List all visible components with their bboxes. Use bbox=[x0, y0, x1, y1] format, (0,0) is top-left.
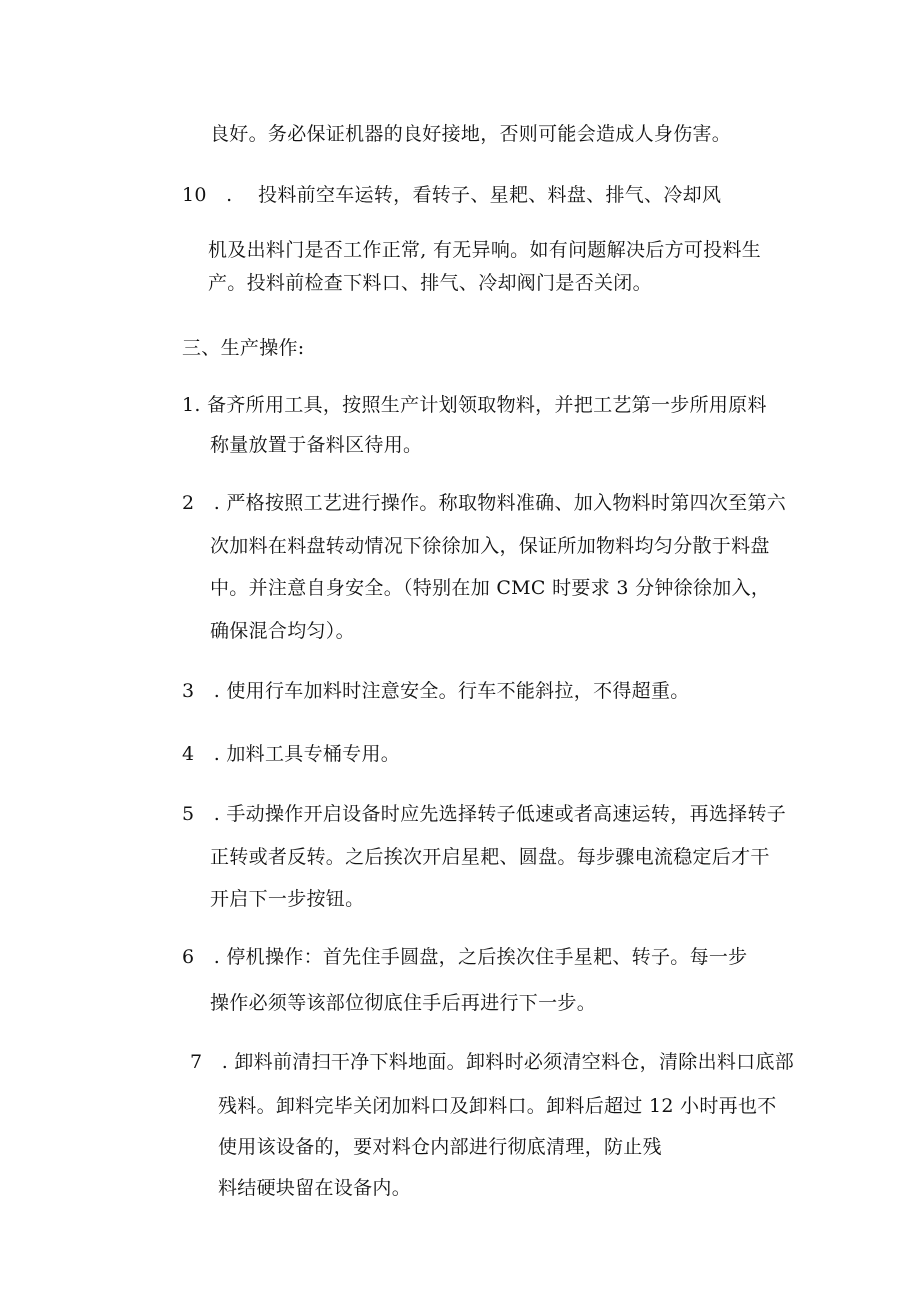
text-line: 确保混合均匀）。 bbox=[210, 620, 355, 642]
text-line: 7 . 卸料前清扫干净下料地面。卸料时必须清空料仓，清除出料口底部 bbox=[190, 1051, 795, 1073]
text-line: 称量放置于备料区待用。 bbox=[210, 434, 423, 456]
text-line: 产。投料前检查下料口、排气、冷却阀门是否关闭。 bbox=[208, 272, 652, 294]
text-line: 2 . 严格按照工艺进行操作。称取物料准确、加入物料时第四次至第六 bbox=[182, 492, 787, 514]
text-line: 4 . 加料工具专桶专用。 bbox=[182, 743, 401, 765]
text-line: 使用该设备的，要对料仓内部进行彻底清理，防止残 bbox=[218, 1136, 662, 1158]
text-line: 机及出料门是否工作正常, 有无异响。如有问题解决后方可投料生 bbox=[208, 239, 762, 261]
text-line: 残料。卸料完毕关闭加料口及卸料口。卸料后超过 12 小时再也不 bbox=[218, 1095, 777, 1117]
text-line: 良好。务必保证机器的良好接地，否则可能会造成人身伤害。 bbox=[210, 123, 732, 145]
text-line: 3 . 使用行车加料时注意安全。行车不能斜拉，不得超重。 bbox=[182, 680, 690, 702]
text-line: 1. 备齐所用工具，按照生产计划领取物料，并把工艺第一步所用原料 bbox=[182, 394, 767, 416]
section-heading: 三、生产操作: bbox=[182, 337, 305, 359]
text-line: 5 . 手动操作开启设备时应先选择转子低速或者高速运转，再选择转子 bbox=[182, 803, 787, 825]
text-line: 开启下一步按钮。 bbox=[210, 888, 365, 910]
text-line: 10 . 投料前空车运转，看转子、星耙、料盘、排气、冷却风 bbox=[182, 184, 722, 206]
text-line: 料结硬块留在设备内。 bbox=[218, 1177, 412, 1199]
text-line: 次加料在料盘转动情况下徐徐加入，保证所加物料均匀分散于料盘 bbox=[210, 535, 770, 557]
text-line: 中。并注意自身安全。（特别在加 CMC 时要求 3 分钟徐徐加入， bbox=[210, 577, 771, 599]
text-line: 6 . 停机操作：首先住手圆盘，之后挨次住手星耙、转子。每一步 bbox=[182, 946, 748, 968]
text-line: 正转或者反转。之后挨次开启星耙、圆盘。每步骤电流稳定后才干 bbox=[210, 846, 770, 868]
text-line: 操作必须等该部位彻底住手后再进行下一步。 bbox=[210, 992, 597, 1014]
